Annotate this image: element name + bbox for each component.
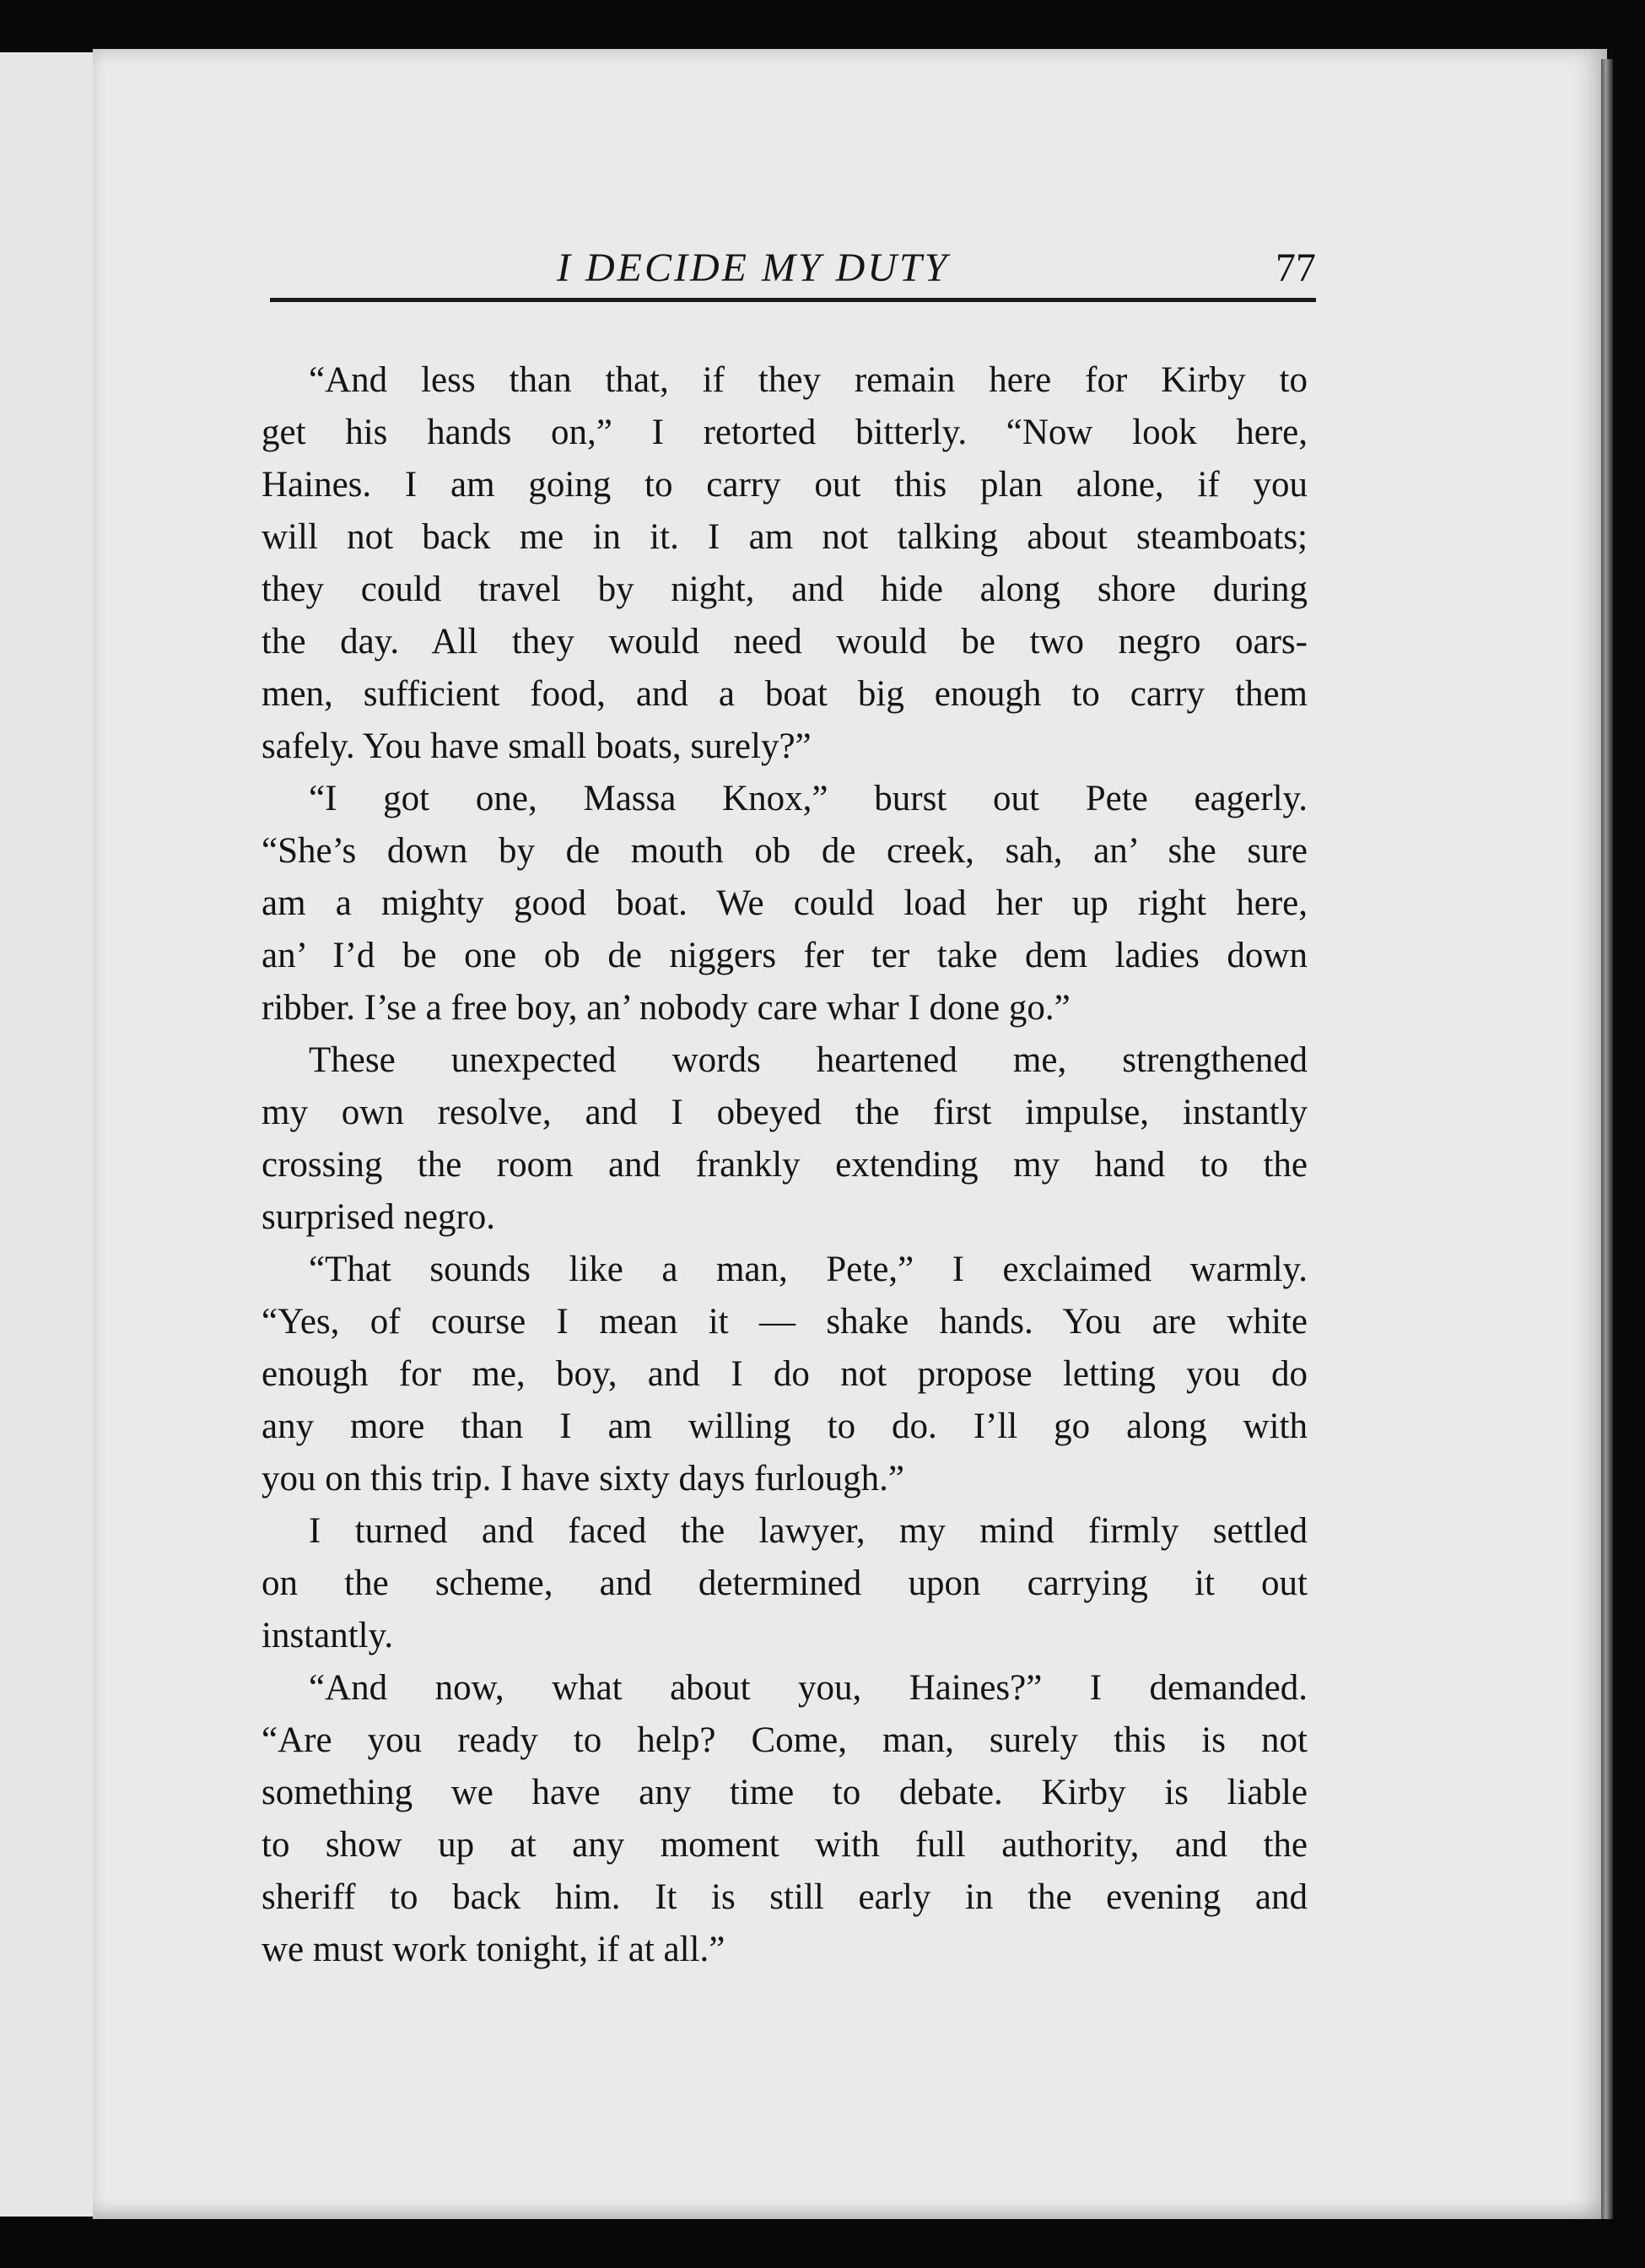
text-line: something we have any time to debate. Kirby is liable — [262, 1773, 1308, 1812]
text-line: the day. All they would need would be two negro oars- — [262, 622, 1308, 662]
page-number: 77 — [1276, 246, 1316, 290]
text-line: will not back me in it. I am not talking about steamboats; — [262, 517, 1308, 557]
text-line: ribber. I’se a free boy, an’ nobody care whar I done go.” — [262, 988, 1071, 1028]
text-line: get his hands on,” I retorted bitterly. “Now look here, — [262, 413, 1308, 452]
text-line: “Are you ready to help? Come, man, surely this is not — [262, 1720, 1308, 1760]
text-line: “And now, what about you, Haines?” I demanded. — [309, 1668, 1308, 1708]
text-line: “She’s down by de mouth ob de creek, sah, an’ she sure — [262, 831, 1308, 871]
text-line: any more than I am willing to do. I’ll go along with — [262, 1407, 1308, 1446]
text-line: you on this trip. I have sixty days furlough.” — [262, 1459, 904, 1498]
text-line: “Yes, of course I mean it — shake hands. You are white — [262, 1302, 1308, 1342]
text-line: an’ I’d be one ob de niggers fer ter take dem ladies down — [262, 936, 1308, 975]
running-head — [270, 245, 1316, 295]
text-line: we must work tonight, if at all.” — [262, 1930, 725, 1969]
body-text — [262, 354, 1308, 1976]
text-line: I turned and faced the lawyer, my mind firmly settled — [309, 1511, 1308, 1551]
text-line: to show up at any moment with full authority, and the — [262, 1825, 1308, 1865]
text-line: my own resolve, and I obeyed the first impulse, instantly — [262, 1093, 1308, 1132]
text-line: crossing the room and frankly extending my hand to the — [262, 1145, 1308, 1185]
text-line: “And less than that, if they remain here for Kirby to — [309, 360, 1308, 400]
text-line: they could travel by night, and hide along shore during — [262, 570, 1308, 609]
text-line: men, sufficient food, and a boat big enough to carry them — [262, 674, 1308, 714]
text-line: safely. You have small boats, surely?” — [262, 726, 812, 766]
text-line: sheriff to back him. It is still early in the evening and — [262, 1877, 1308, 1917]
text-line: instantly. — [262, 1616, 394, 1655]
text-line: “That sounds like a man, Pete,” I exclaimed warmly. — [309, 1250, 1308, 1289]
text-line: These unexpected words heartened me, strengthened — [309, 1040, 1308, 1080]
facing-page-edge — [0, 52, 94, 2217]
text-line: enough for me, boy, and I do not propose letting you do — [262, 1354, 1308, 1394]
chapter-title: I DECIDE MY DUTY — [557, 246, 950, 290]
text-line: “I got one, Massa Knox,” burst out Pete eagerly. — [309, 779, 1308, 818]
page-edge-shadow — [1601, 59, 1613, 2219]
text-line: surprised negro. — [262, 1197, 496, 1237]
header-rule — [270, 298, 1316, 302]
text-line: on the scheme, and determined upon carrying it out — [262, 1563, 1308, 1603]
text-line: am a mighty good boat. We could load her up right here, — [262, 883, 1308, 923]
text-line: Haines. I am going to carry out this plan alone, if you — [262, 465, 1308, 505]
